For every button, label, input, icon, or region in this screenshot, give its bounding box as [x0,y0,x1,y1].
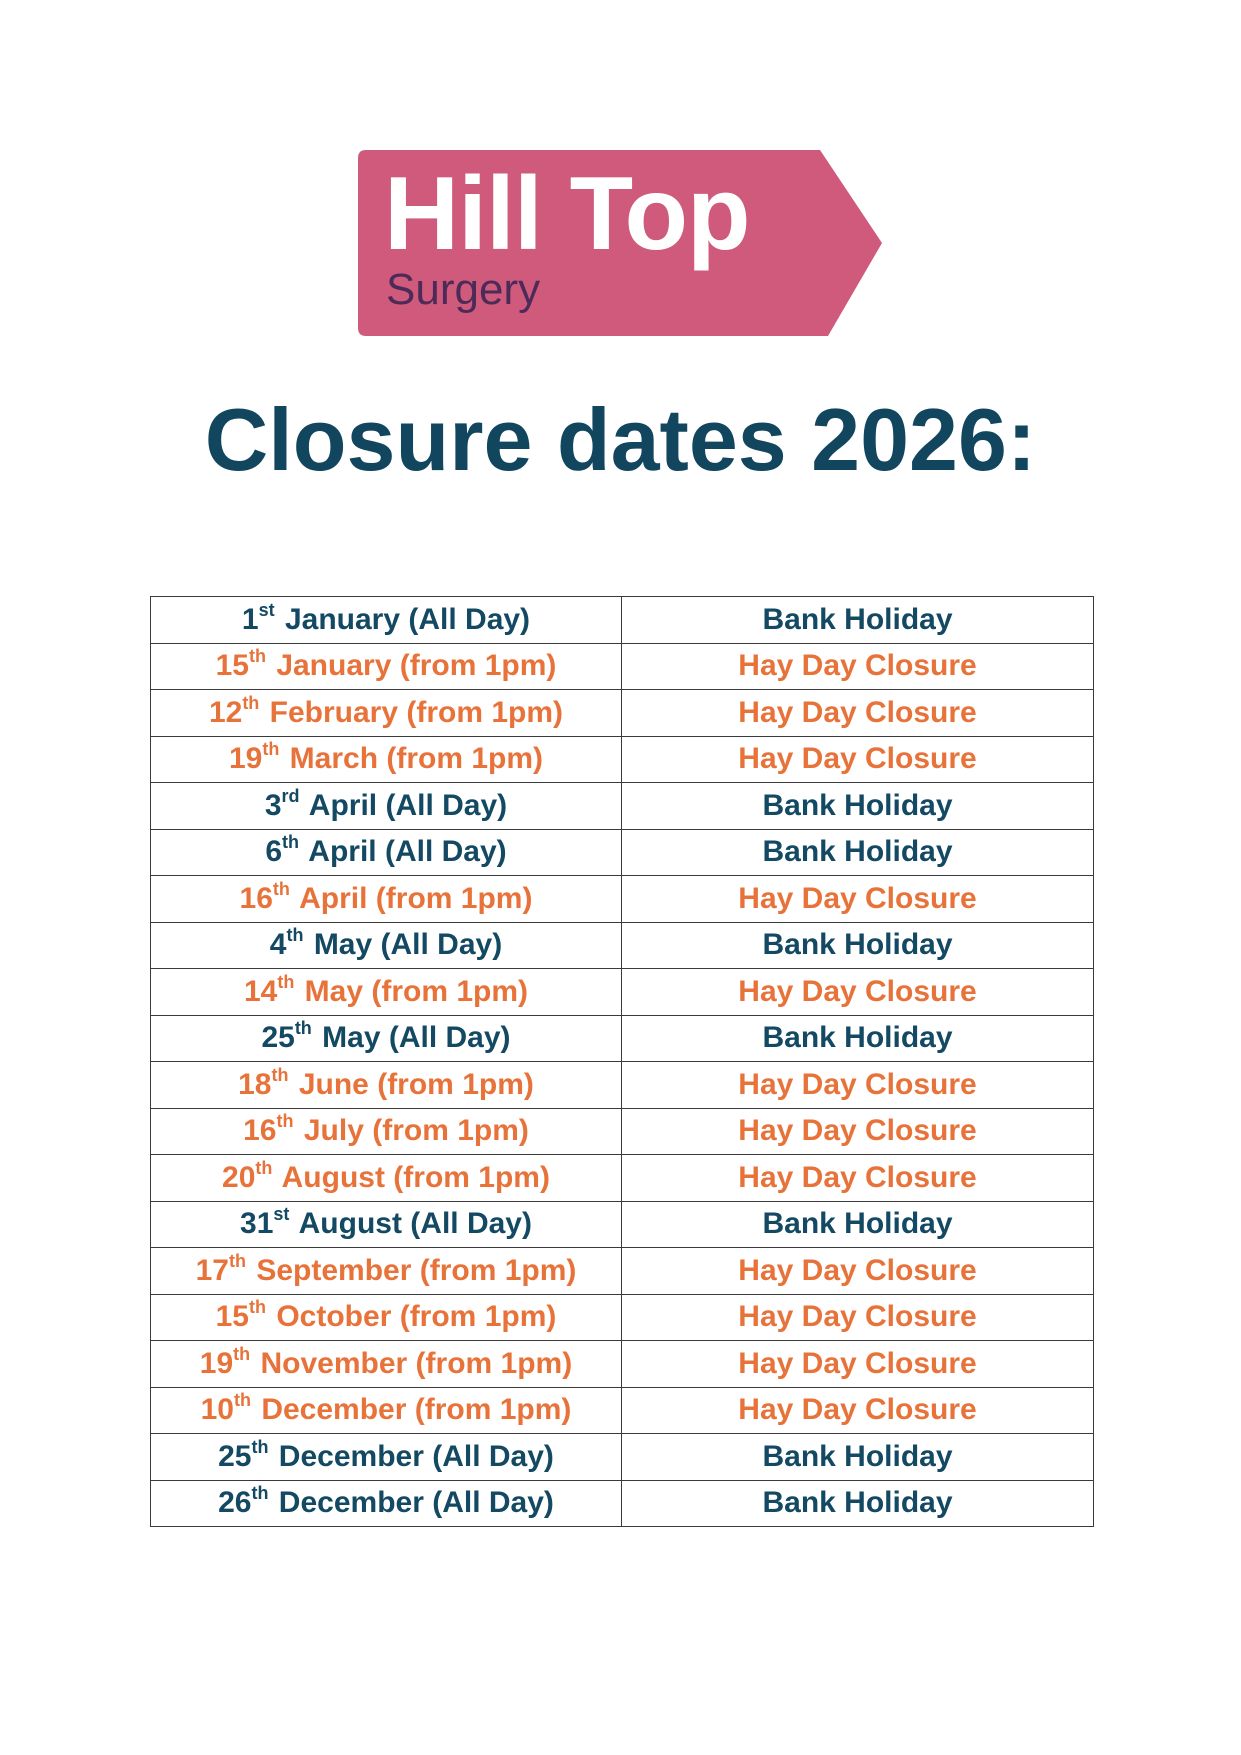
closure-day-ordinal-suffix: th [233,1343,251,1364]
closure-month-and-time: April (from 1pm) [299,881,533,915]
closure-date-cell [151,1341,622,1388]
closure-day-ordinal-suffix: th [251,1436,269,1457]
closure-type-cell: Bank Holiday [622,922,1094,969]
closure-row [151,969,1094,1016]
closure-day-number: 26 [218,1486,252,1520]
closure-type-cell: Hay Day Closure [622,1294,1094,1341]
closure-day-ordinal-suffix: st [273,1204,290,1225]
closure-day-number: 31 [240,1207,274,1241]
closure-day-ordinal-suffix: th [251,1483,269,1504]
closure-day-ordinal-suffix: th [271,1064,289,1085]
closure-day-ordinal-suffix: th [272,878,290,899]
closure-date-cell [151,1201,622,1248]
closure-row [151,1108,1094,1155]
closure-day-number: 16 [239,881,273,915]
closure-day-ordinal-suffix: st [258,599,275,620]
closure-day-number: 12 [208,695,243,729]
closure-day-number: 17 [195,1253,229,1287]
closure-month-and-time: February (from 1pm) [269,695,564,729]
closure-month-and-time: May (from 1pm) [304,974,529,1008]
closure-day-ordinal-suffix: th [262,739,280,760]
closure-day-ordinal-suffix: th [242,692,260,713]
closure-type-cell: Hay Day Closure [622,1341,1094,1388]
closure-dates-table-body [151,597,1094,1527]
closure-month-and-time: May (All Day) [322,1021,511,1055]
closure-date-cell [151,1434,622,1481]
closure-type-cell: Hay Day Closure [622,736,1094,783]
closure-date-cell [151,1480,622,1527]
closure-type-cell: Hay Day Closure [622,1248,1094,1295]
closure-day-ordinal-suffix: th [282,832,300,853]
closure-date-cell [151,736,622,783]
logo-main-text: Hill Top [384,156,750,272]
closure-row [151,1294,1094,1341]
closure-day-number: 1 [241,602,259,636]
closure-day-number: 6 [265,835,283,869]
closure-day-number: 15 [215,1300,249,1334]
closure-row [151,783,1094,830]
closure-month-and-time: December (All Day) [278,1439,554,1473]
closure-type-cell: Hay Day Closure [622,969,1094,1016]
closure-day-ordinal-suffix: th [248,646,266,667]
closure-day-number: 14 [243,974,278,1008]
closure-day-number: 20 [222,1160,256,1194]
closure-day-ordinal-suffix: th [277,971,295,992]
closure-month-and-time: August (from 1pm) [281,1160,550,1194]
closure-date-cell [151,876,622,923]
closure-date-cell [151,1062,622,1109]
closure-row [151,1387,1094,1434]
closure-day-ordinal-suffix: th [286,925,304,946]
closure-type-cell: Hay Day Closure [622,690,1094,737]
closure-row [151,1062,1094,1109]
closure-month-and-time: May (All Day) [313,928,503,962]
closure-month-and-time: January (All Day) [284,602,531,636]
closure-month-and-time: March (from 1pm) [289,742,544,776]
closure-month-and-time: October (from 1pm) [276,1300,557,1334]
page-title: Closure dates 2026: [204,390,1037,489]
closure-day-ordinal-suffix: th [249,1297,266,1318]
closure-date-cell [151,1248,622,1295]
closure-row [151,1434,1094,1481]
closure-row [151,1248,1094,1295]
closure-day-number: 3 [264,788,282,822]
closure-row [151,736,1094,783]
closure-date-cell [151,643,622,690]
closure-day-number: 18 [238,1067,272,1101]
closure-date-cell [151,829,622,876]
closure-month-and-time: December (All Day) [278,1486,554,1520]
closure-type-cell: Bank Holiday [622,597,1094,644]
closure-month-and-time: June (from 1pm) [298,1067,534,1101]
closure-day-number: 16 [243,1114,277,1148]
closure-row [151,1155,1094,1202]
closure-type-cell: Bank Holiday [622,1015,1094,1062]
closure-month-and-time: April (All Day) [308,835,507,869]
closure-month-and-time: September (from 1pm) [256,1253,577,1287]
closure-month-and-time: November (from 1pm) [260,1346,573,1380]
closure-dates-table [150,596,1094,1527]
closure-day-ordinal-suffix: th [294,1018,312,1039]
closure-date-cell [151,690,622,737]
closure-date-cell [151,922,622,969]
closure-day-ordinal-suffix: th [233,1390,251,1411]
closure-date-cell [151,1015,622,1062]
closure-day-number: 25 [261,1021,295,1055]
closure-type-cell: Hay Day Closure [622,1062,1094,1109]
closure-day-number: 19 [199,1346,234,1380]
closure-date-cell [151,783,622,830]
closure-row [151,690,1094,737]
closure-day-number: 4 [269,928,287,962]
closure-day-number: 15 [215,649,249,683]
closure-month-and-time: April (All Day) [308,788,508,822]
closure-month-and-time: August (All Day) [298,1207,532,1241]
closure-date-cell [151,1108,622,1155]
closure-row [151,876,1094,923]
closure-type-cell: Hay Day Closure [622,1108,1094,1155]
closure-day-ordinal-suffix: th [255,1157,273,1178]
closure-day-number: 19 [228,742,263,776]
closure-month-and-time: December (from 1pm) [261,1393,572,1427]
closure-date-cell [151,969,622,1016]
closure-type-cell: Bank Holiday [622,1434,1094,1481]
closure-month-and-time: January (from 1pm) [276,649,557,683]
closure-row [151,597,1094,644]
hill-top-surgery-logo [358,150,884,336]
closure-row [151,922,1094,969]
closure-day-ordinal-suffix: rd [281,785,300,806]
closure-day-number: 10 [200,1393,234,1427]
closure-type-cell: Hay Day Closure [622,876,1094,923]
closure-type-cell: Hay Day Closure [622,1155,1094,1202]
closure-date-cell [151,1294,622,1341]
closure-day-ordinal-suffix: th [228,1250,246,1271]
closure-type-cell: Bank Holiday [622,829,1094,876]
closure-row [151,1201,1094,1248]
closure-row [151,829,1094,876]
closure-type-cell: Bank Holiday [622,1201,1094,1248]
closure-row [151,1015,1094,1062]
closure-type-cell: Bank Holiday [622,1480,1094,1527]
closure-date-cell [151,1387,622,1434]
closure-row [151,643,1094,690]
closure-day-ordinal-suffix: th [276,1111,294,1132]
closure-type-cell: Hay Day Closure [622,643,1094,690]
closure-date-cell [151,1155,622,1202]
closure-row [151,1480,1094,1527]
closure-type-cell: Hay Day Closure [622,1387,1094,1434]
logo-sub-text: Surgery [386,265,541,314]
closure-day-number: 25 [218,1439,252,1473]
closure-row [151,1341,1094,1388]
closure-type-cell: Bank Holiday [622,783,1094,830]
closure-date-cell [151,597,622,644]
closure-month-and-time: July (from 1pm) [303,1114,529,1148]
